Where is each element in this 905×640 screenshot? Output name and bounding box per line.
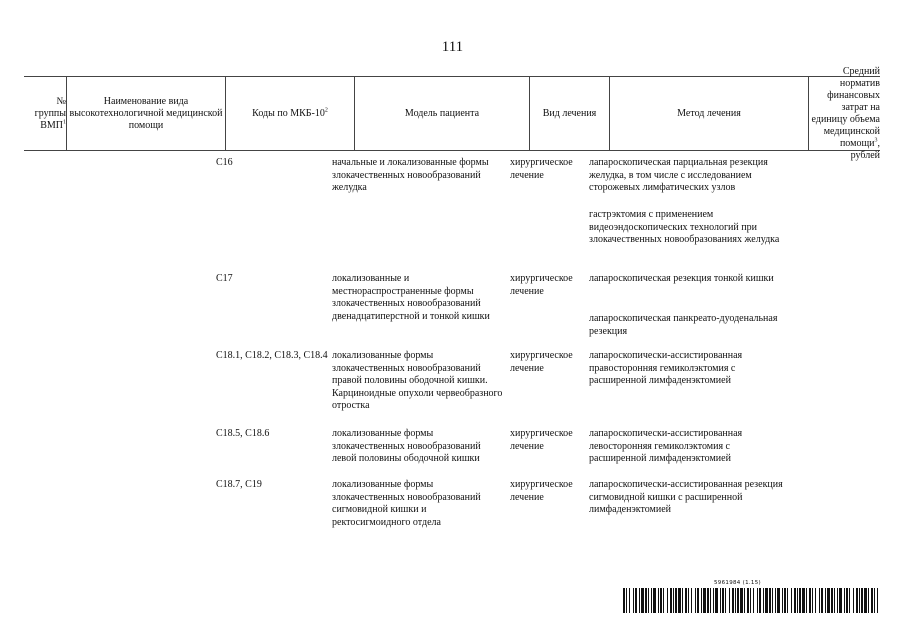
barcode-bar [653,588,656,613]
row-patient-model: локализованные формы злокачественных новообразований правой половины ободочной кишки. Карциноидные опухоли червеобразного отростка [332,350,503,411]
barcode-bar [713,588,714,613]
barcode-bar [651,588,652,613]
header-group-number [24,77,66,150]
row-icd-codes: C18.5, C18.6 [216,428,270,439]
row-icd-codes: C16 [216,157,233,168]
barcode-bar [663,588,664,613]
barcode-bar [623,588,625,613]
barcode-bar [877,588,878,613]
footnote-marker: 3 [874,137,878,144]
row-treatment-method: лапароскопически-ассистированная правосторонняя гемиколэктомия с расширенной лимфаденэктомией [589,350,743,386]
barcode-bar [791,588,792,613]
barcode-bar [772,588,773,613]
page-number: 111 [441,39,464,55]
row-treatment-type: хирургическое лечение [510,428,573,452]
barcode-bar [809,588,811,613]
barcode-bar [846,588,848,613]
header-treatment-type-text: Вид лечения [542,107,597,119]
barcode-bar [787,588,788,613]
barcode-bar [819,588,820,613]
barcode-bar [763,588,764,613]
row-treatment-type: хирургическое лечение [510,157,573,181]
row-icd-codes: C17 [216,273,233,284]
barcode-bar [626,588,627,613]
barcode-bar [641,588,644,613]
barcode-bar [831,588,833,613]
barcode-bar [737,588,739,613]
barcode-bar [697,588,699,613]
barcode-bar [757,588,758,613]
header-cost-standard-text: Средний норматив финансовых затрат на единицу объема медицинской помощи [811,65,880,149]
barcode-bar [732,588,734,613]
barcode-bar [837,588,838,613]
barcode-bar [740,588,743,613]
row-treatment-type: хирургическое лечение [510,273,573,297]
row-patient-model: начальные и локализованные формы злокачественных новообразований желудка [332,157,489,193]
row-patient-model: локализованные и местнораспространенные формы злокачественных новообразований двенадцатиперстной и тонкой кишки [332,273,490,322]
barcode-bar [747,588,749,613]
barcode-bar [775,588,776,613]
header-patient-model [354,77,529,150]
barcode-bar [678,588,681,613]
row-treatment-type: хирургическое лечение [510,479,573,503]
barcode-bar [629,588,630,613]
row-treatment-method: лапароскопически-ассистированная левосторонняя гемиколэктомия с расширенной лимфаденэктомией [589,428,743,464]
header-cost-standard [808,65,880,161]
header-patient-model-text: Модель пациента [404,107,480,119]
barcode-bar [874,588,875,613]
row-icd-codes: C18.7, C19 [216,479,262,490]
barcode-bar [725,588,726,613]
barcode-bar [859,588,860,613]
barcode-bar [844,588,845,613]
barcode [623,588,881,613]
barcode-bar [707,588,709,613]
barcode-bar [856,588,858,613]
header-treatment-method [609,77,808,150]
barcode-bar [759,588,761,613]
row-patient-model: локализованные формы злокачественных новообразований сигмовидной кишки и ректосигмоидного отдела [332,479,481,528]
barcode-bar [812,588,813,613]
barcode-bar [645,588,647,613]
barcode-bar [735,588,736,613]
barcode-bar [639,588,640,613]
row-treatment-method: лапароскопически-ассистированная резекция сигмовидной кишки с расширенной лимфаденэктомией [589,479,783,515]
barcode-bar [806,588,807,613]
barcode-bar [715,588,718,613]
barcode-bar [871,588,873,613]
barcode-bar [633,588,634,613]
barcode-bar [648,588,649,613]
row-treatment-method: лапароскопическая парциальная резекция желудка, в том числе с исследованием сторожевых лимфатических узлов [589,157,768,193]
barcode-bar [682,588,683,613]
row-icd-codes: C18.1, C18.2, C18.3, C18.4 [216,350,328,361]
barcode-bar [834,588,835,613]
barcode-bar [777,588,780,613]
footnote-marker: 1 [63,119,66,126]
barcode-bar [744,588,745,613]
barcode-bar [688,588,689,613]
barcode-bar [750,588,751,613]
header-care-name-text: Наименование вида высокотехнологичной медицинской помощи [69,95,223,131]
barcode-bar [670,588,672,613]
barcode-bar [729,588,730,613]
barcode-bar [658,588,659,613]
barcode-bar [825,588,826,613]
barcode-bar [827,588,830,613]
barcode-bar [691,588,692,613]
barcode-bar [753,588,754,613]
barcode-bar [784,588,786,613]
barcode-bar [821,588,823,613]
barcode-bar [660,588,662,613]
barcode-bar [675,588,677,613]
header-treatment-method-text: Метод лечения [677,107,741,119]
barcode-bar [853,588,854,613]
barcode-bar [861,588,863,613]
header-treatment-type [529,77,609,150]
header-group-number-text: № группы ВМП [34,95,66,131]
barcode-bar [685,588,687,613]
barcode-bar [802,588,805,613]
barcode-caption: 5961984 (1.15) [714,580,761,586]
barcode-bar [703,588,706,613]
barcode-bar [710,588,711,613]
table-header [24,65,880,161]
row-treatment-method: лапароскопическая панкреато-дуоденальная резекция [589,313,778,337]
footnote-marker: 2 [324,107,328,114]
row-treatment-type: хирургическое лечение [510,350,573,374]
header-icd-codes [225,77,354,150]
barcode-bar [815,588,816,613]
barcode-bar [782,588,783,613]
row-patient-model: локализованные формы злокачественных новообразований левой половины ободочной кишки [332,428,481,464]
barcode-bar [849,588,850,613]
barcode-bar [797,588,798,613]
barcode-bar [635,588,637,613]
barcode-bar [799,588,801,613]
barcode-bar [701,588,702,613]
barcode-bar [695,588,696,613]
barcode-bar [722,588,724,613]
barcode-bar [794,588,796,613]
barcode-bar [673,588,674,613]
barcode-bar [667,588,668,613]
header-cost-standard-unit: , рублей [850,137,880,161]
barcode-bar [769,588,771,613]
barcode-bar [765,588,768,613]
barcode-bar [864,588,867,613]
barcode-bar [868,588,869,613]
barcode-bar [720,588,721,613]
row-treatment-method: гастрэктомия с применением видеоэндоскопических технологий при злокачественных новообразованиях желудка [589,209,780,245]
barcode-bar [839,588,842,613]
header-icd-codes-text: Коды по МКБ-10 [252,107,325,119]
row-treatment-method: лапароскопическая резекция тонкой кишки [589,273,774,284]
header-care-name [66,77,225,150]
